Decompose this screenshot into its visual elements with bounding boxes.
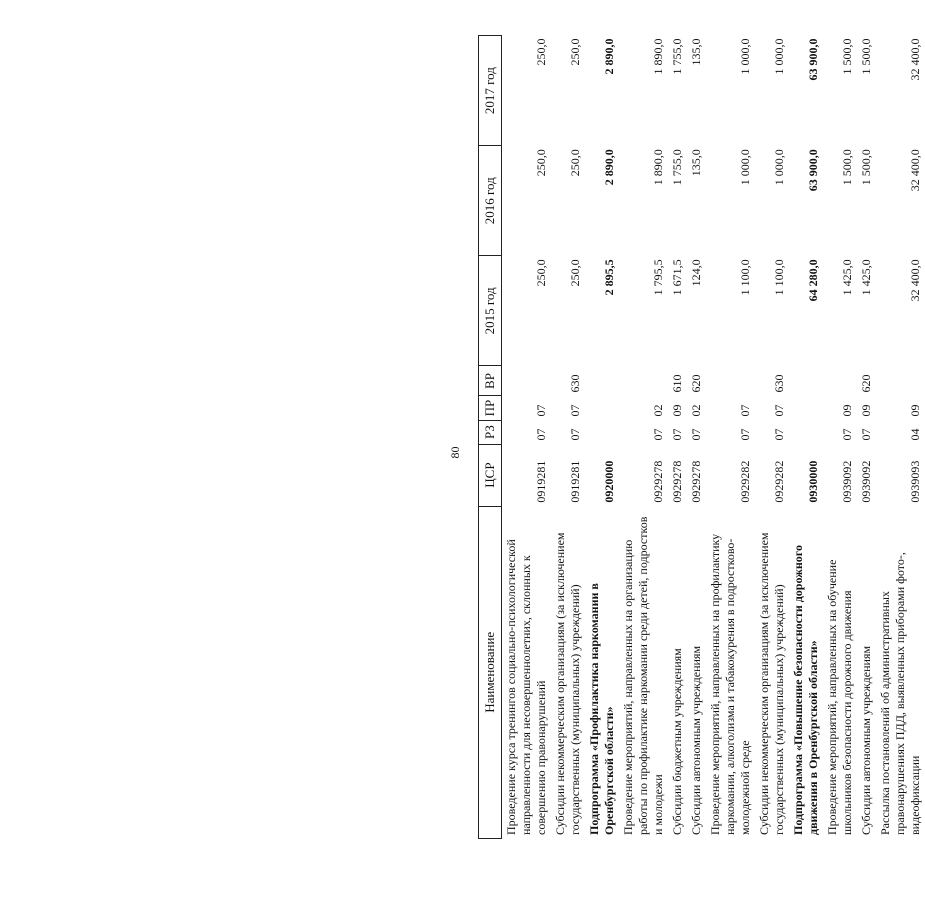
- cell-2015: 250,0: [568, 259, 582, 287]
- cell-vr: [502, 366, 552, 396]
- cell-2015: 2 895,5: [602, 259, 616, 296]
- cell-vr: [789, 366, 823, 396]
- cell-2017: 250,0: [534, 38, 548, 66]
- cell-vr: 610: [670, 374, 684, 393]
- cell-vr: [706, 366, 755, 396]
- header-2015: 2015 год: [479, 256, 502, 366]
- table-row: [585, 36, 619, 839]
- cell-vr: 630: [772, 374, 786, 393]
- cell-rz: 07: [689, 428, 703, 441]
- cell-pr: 02: [651, 404, 665, 417]
- cell-csr: 0929282: [772, 460, 786, 503]
- cell-name: Подпрограмма «Профилактика наркомании в Оренбургской области»: [587, 583, 616, 835]
- cell-rz: 07: [772, 428, 786, 441]
- cell-csr: 0929278: [651, 460, 665, 503]
- cell-2017: 2 890,0: [602, 38, 616, 75]
- budget-table: [478, 35, 925, 839]
- table-row: [823, 36, 857, 839]
- cell-rz: 07: [840, 428, 854, 441]
- cell-vr: [823, 366, 857, 396]
- cell-2016: 250,0: [568, 149, 582, 177]
- cell-vr: 620: [859, 374, 873, 393]
- cell-pr: 07: [534, 404, 548, 417]
- cell-rz: 04: [908, 428, 922, 441]
- cell-pr: 07: [738, 404, 752, 417]
- cell-pr: [789, 396, 823, 420]
- cell-2016: 32 400,0: [908, 149, 922, 192]
- cell-rz: [585, 420, 619, 444]
- table-row: [857, 36, 876, 839]
- cell-2015: 1 671,5: [670, 259, 684, 296]
- cell-2015: 1 795,5: [651, 259, 665, 296]
- cell-name: Субсидии бюджетным учреждениям: [670, 648, 684, 835]
- cell-pr: 02: [689, 404, 703, 417]
- cell-2016: 1 000,0: [772, 149, 786, 186]
- cell-2016: 63 900,0: [806, 149, 820, 192]
- cell-pr: 07: [568, 404, 582, 417]
- cell-2015: 32 400,0: [908, 259, 922, 302]
- table-row: [789, 36, 823, 839]
- cell-2016: 2 890,0: [602, 149, 616, 186]
- cell-2016: 1 890,0: [651, 149, 665, 186]
- cell-2015: 1 425,0: [840, 259, 854, 296]
- cell-2016: 1 500,0: [840, 149, 854, 186]
- cell-2015: 1 100,0: [772, 259, 786, 296]
- cell-name: Подпрограмма «Повышение безопасности дорожного движения в Оренбургской области»: [791, 545, 820, 835]
- cell-csr: 0919281: [568, 460, 582, 503]
- cell-vr: 630: [568, 374, 582, 393]
- page-number: 80: [448, 446, 462, 459]
- cell-name: Субсидии автономным учреждениям: [859, 645, 873, 835]
- table-row: [502, 36, 552, 839]
- cell-rz: 07: [738, 428, 752, 441]
- table-row: [551, 36, 585, 839]
- cell-2016: 250,0: [534, 149, 548, 177]
- cell-rz: 07: [670, 428, 684, 441]
- header-2016: 2016 год: [479, 146, 502, 256]
- cell-2015: 124,0: [689, 259, 703, 287]
- cell-pr: 09: [840, 404, 854, 417]
- cell-name: Субсидии некоммерческим организациям (за исключением государственных (муниципальных) учреждений): [757, 532, 786, 835]
- table-row: [876, 36, 925, 839]
- cell-2017: 250,0: [568, 38, 582, 66]
- cell-2017: 32 400,0: [908, 38, 922, 81]
- cell-pr: [585, 396, 619, 420]
- cell-2017: 1 755,0: [670, 38, 684, 75]
- cell-csr: 0920000: [602, 460, 616, 503]
- header-name: Наименование: [479, 506, 502, 838]
- cell-2017: 1 500,0: [840, 38, 854, 75]
- header-vr: ВР: [479, 366, 502, 396]
- cell-2016: 1 755,0: [670, 149, 684, 186]
- cell-2017: 135,0: [689, 38, 703, 66]
- table-row: [668, 36, 687, 839]
- cell-rz: 07: [568, 428, 582, 441]
- cell-pr: 09: [908, 404, 922, 417]
- cell-csr: 0939092: [859, 460, 873, 503]
- cell-2017: 63 900,0: [806, 38, 820, 81]
- header-pr: ПР: [479, 396, 502, 420]
- cell-pr: 09: [670, 404, 684, 417]
- cell-pr: 07: [772, 404, 786, 417]
- cell-vr: [585, 366, 619, 396]
- cell-name: Проведение мероприятий, направленных на организацию работы по профилактике наркомании среди детей, подростков и молодежи: [621, 516, 665, 835]
- cell-2017: 1 000,0: [738, 38, 752, 75]
- cell-2015: 64 280,0: [806, 259, 820, 302]
- cell-vr: [876, 366, 925, 396]
- cell-2017: 1 500,0: [859, 38, 873, 75]
- cell-2016: 1 000,0: [738, 149, 752, 186]
- cell-2016: 1 500,0: [859, 149, 873, 186]
- cell-2016: 135,0: [689, 149, 703, 177]
- header-2017: 2017 год: [479, 36, 502, 146]
- cell-csr: 0929278: [689, 460, 703, 503]
- cell-rz: 07: [651, 428, 665, 441]
- cell-name: Проведение курса тренингов социально-психологической направленности для несовершеннолетних, склонных к совершению правонарушений: [504, 539, 548, 835]
- table-row: [687, 36, 706, 839]
- cell-pr: 09: [859, 404, 873, 417]
- cell-2015: 250,0: [534, 259, 548, 287]
- header-rz: РЗ: [479, 420, 502, 444]
- header-csr: ЦСР: [479, 444, 502, 506]
- cell-2017: 1 000,0: [772, 38, 786, 75]
- cell-2015: 1 425,0: [859, 259, 873, 296]
- table-row: [755, 36, 789, 839]
- cell-name: Проведение мероприятий, направленных на профилактику наркомании, алкоголизма и табакокурения в подростково-молодежной среде: [708, 533, 752, 835]
- cell-csr: 0939093: [908, 460, 922, 503]
- cell-name: Субсидии некоммерческим организациям (за исключением государственных (муниципальных) учреждений): [553, 532, 582, 835]
- cell-2015: 1 100,0: [738, 259, 752, 296]
- cell-rz: [789, 420, 823, 444]
- cell-csr: 0919281: [534, 460, 548, 503]
- cell-name: Рассылка постановлений об административных правонарушениях ПДД, выявленных приборами фото-, видеофиксации: [878, 552, 922, 835]
- cell-2017: 1 890,0: [651, 38, 665, 75]
- cell-csr: 0929282: [738, 460, 752, 503]
- cell-rz: 07: [534, 428, 548, 441]
- cell-rz: 07: [859, 428, 873, 441]
- cell-csr: 0929278: [670, 460, 684, 503]
- cell-csr: 0939092: [840, 460, 854, 503]
- cell-name: Проведение мероприятий, направленных на обучение школьников безопасности дорожного движения: [825, 559, 854, 835]
- cell-name: Субсидии автономным учреждениям: [689, 645, 703, 835]
- table-header: [479, 36, 502, 839]
- table-row: [619, 36, 668, 839]
- cell-csr: 0930000: [806, 460, 820, 503]
- cell-vr: [619, 366, 668, 396]
- table-row: [706, 36, 755, 839]
- cell-vr: 620: [689, 374, 703, 393]
